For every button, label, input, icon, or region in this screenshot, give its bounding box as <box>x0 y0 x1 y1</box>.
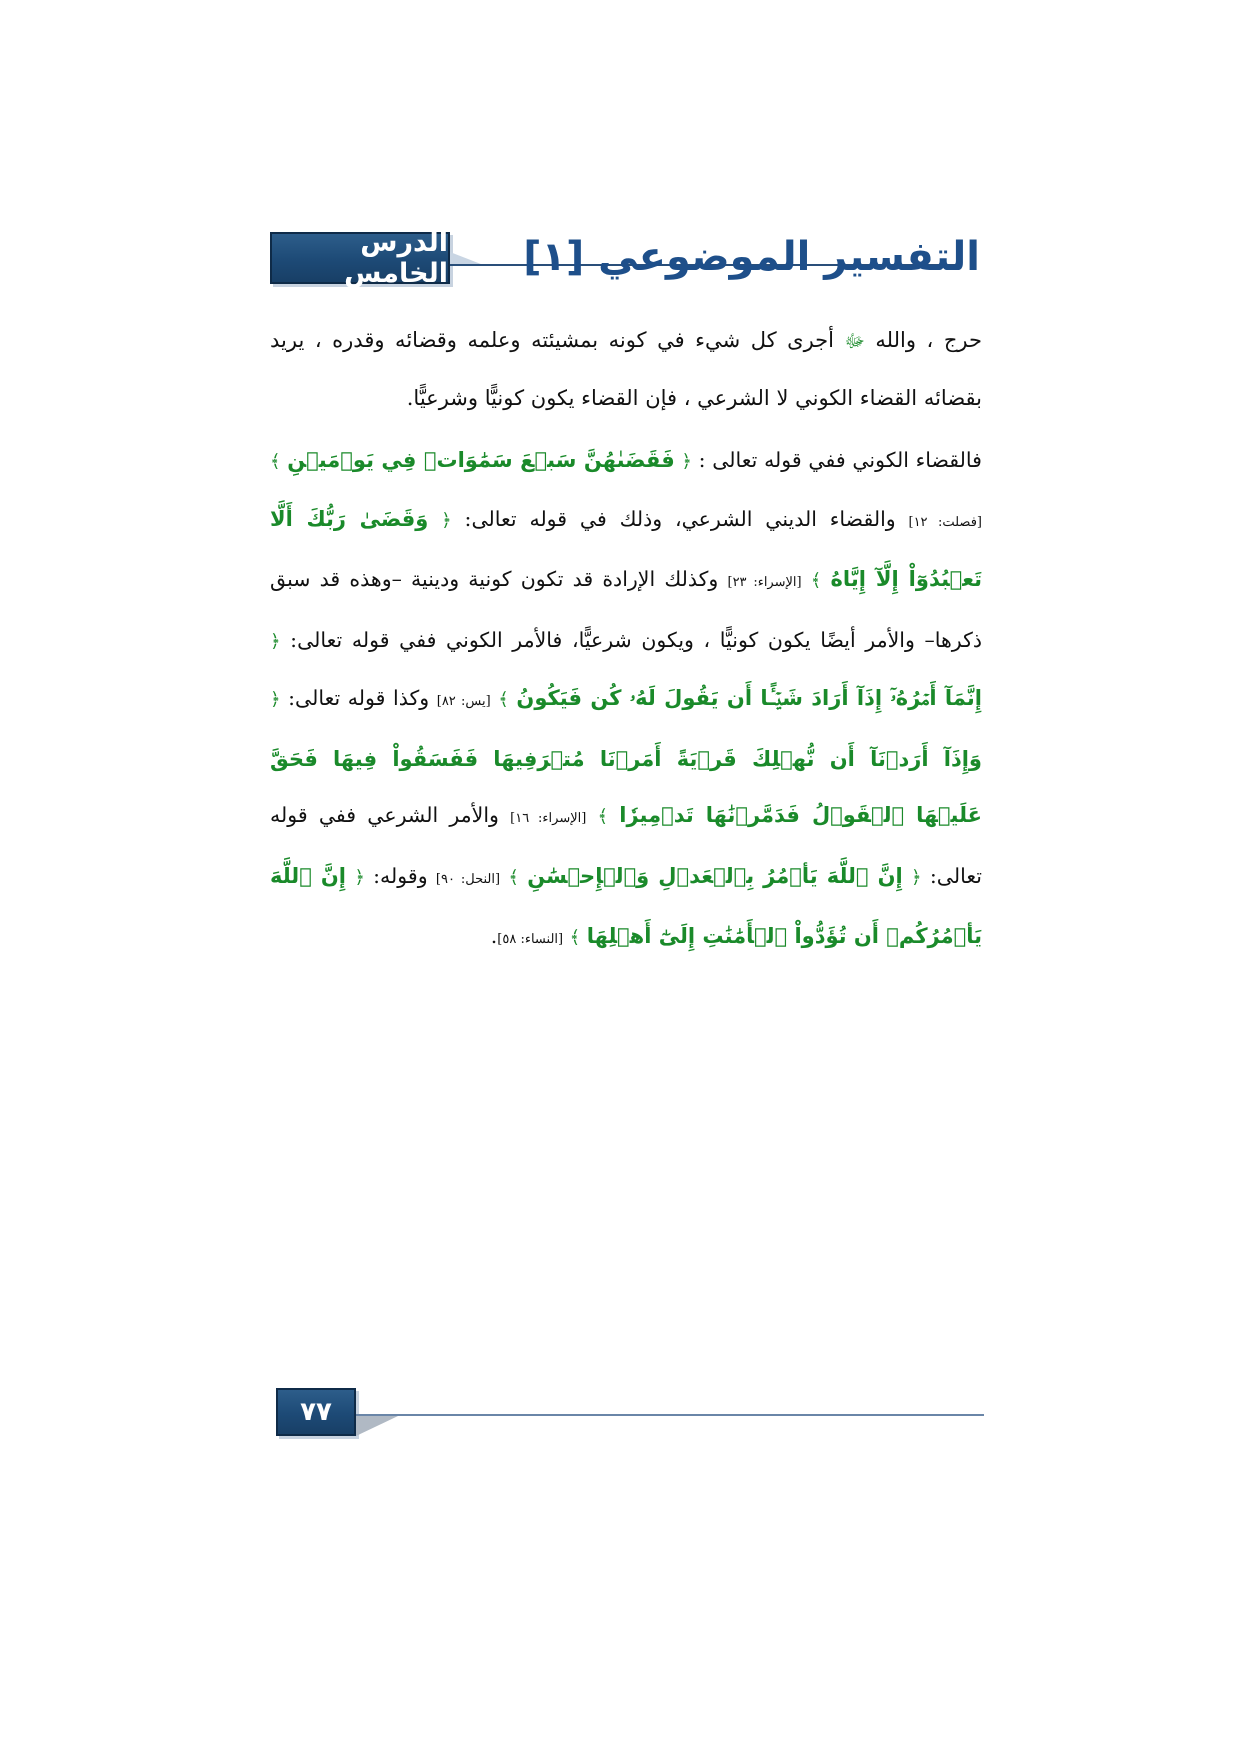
body-text-4: وكذا قوله تعالى: <box>280 686 437 710</box>
verse-open-mark: ﴿ <box>354 866 365 888</box>
body-text-3: وكذلك الإرادة قد تكون كونية ودينية –وهذه قد سبق ذكرها– والأمر أيضًا يكون كونيًّا ، ويكون شرعيًّا، فالأمر الكوني ففي قوله تعالى: <box>270 567 982 652</box>
footer-rule <box>356 1414 984 1416</box>
quran-verse-3: إِنَّمَآ أَمۡرُهُۥٓ إِذَآ أَرَادَ شَيۡـًٔا أَن يَقُولَ لَهُۥ كُن فَيَكُونُ <box>516 686 982 710</box>
verse-citation-6: [النساء: ٥٨] <box>497 932 564 947</box>
verse-close-mark: ﴾ <box>508 866 519 888</box>
verse-close-mark: ﴾ <box>597 806 609 827</box>
verse-open-mark: ﴿ <box>270 630 281 652</box>
quran-verse-2: وَقَضَىٰ رَبُّكَ أَلَّا تَعۡبُدُوٓاْ إِلَّآ إِيَّاهُ <box>270 506 982 591</box>
page-footer <box>276 1388 986 1440</box>
intro-text-2: أجرى كل شيء في كونه بمشيئته وعلمه وقضائه وقدره ، يريد بقضائه القضاء الكوني لا الشرعي ، فإن القضاء يكون كونيًّا وشرعيًّا. <box>270 328 982 410</box>
body-text-7: . <box>490 924 498 948</box>
verse-citation-2: [الإسراء: ٢٣] <box>727 575 802 590</box>
intro-text-1: حرج ، والله <box>864 328 982 352</box>
body-text-1: فالقضاء الكوني ففي قوله تعالى : <box>691 448 982 472</box>
verse-citation-4: [الإسراء: ١٦] <box>510 811 587 826</box>
lesson-label-box <box>270 227 450 289</box>
verse-open-mark: ﴿ <box>441 509 452 531</box>
body-text-2: والقضاء الديني الشرعي، وذلك في قوله تعالى: <box>451 506 909 531</box>
body-text-6: وقوله: <box>364 863 436 888</box>
verse-close-mark: ﴾ <box>810 570 822 591</box>
quran-verse-5: إِنَّ ٱللَّهَ يَأۡمُرُ بِٱلۡعَدۡلِ وَٱلۡإِحۡسَٰنِ <box>527 863 903 888</box>
lesson-label: الدرس الخامس <box>344 227 448 289</box>
main-paragraph <box>270 432 982 969</box>
book-title: التفسير الموضوعي [١] <box>523 234 980 280</box>
verse-close-mark: ﴾ <box>270 451 281 472</box>
body-text-5: والأمر الشرعي ففي قوله تعالى: <box>270 803 982 888</box>
verse-citation-1: [فصلت: ١٢] <box>908 514 982 530</box>
verse-citation-5: [النحل: ٩٠] <box>435 871 501 887</box>
verse-open-mark: ﴿ <box>270 689 281 710</box>
footer-wedge <box>356 1416 398 1436</box>
page-number-box <box>276 1388 356 1436</box>
quran-verse-6: إِنَّ ٱللَّهَ يَأۡمُرُكُمۡ أَن تُؤَدُّواْ ٱلۡأَمَٰنَٰتِ إِلَىٰٓ أَهۡلِهَا <box>270 863 982 948</box>
page-header <box>270 227 980 290</box>
page-number: ٧٧ <box>300 1397 332 1427</box>
verse-open-mark: ﴿ <box>681 451 692 472</box>
verse-close-mark: ﴾ <box>569 927 581 948</box>
verse-citation-3: [يس: ٨٢] <box>436 694 491 709</box>
verse-close-mark: ﴾ <box>498 689 509 710</box>
intro-paragraph <box>270 312 982 426</box>
verse-open-mark: ﴿ <box>911 866 922 888</box>
honorific-glyph: ﷻ <box>844 331 865 352</box>
quran-verse-1: فَقَضَىٰهُنَّ سَبۡعَ سَمَٰوَاتٖ فِي يَوۡمَيۡنِ <box>287 448 675 472</box>
quran-verse-4: وَإِذَآ أَرَدۡنَآ أَن نُّهۡلِكَ قَرۡيَةً أَمَرۡنَا مُتۡرَفِيهَا فَفَسَقُواْ فِيهَا فَحَقَّ عَلَيۡهَا ٱلۡقَوۡلُ فَدَمَّرۡنَٰهَا تَدۡمِيرٗا <box>270 746 982 827</box>
